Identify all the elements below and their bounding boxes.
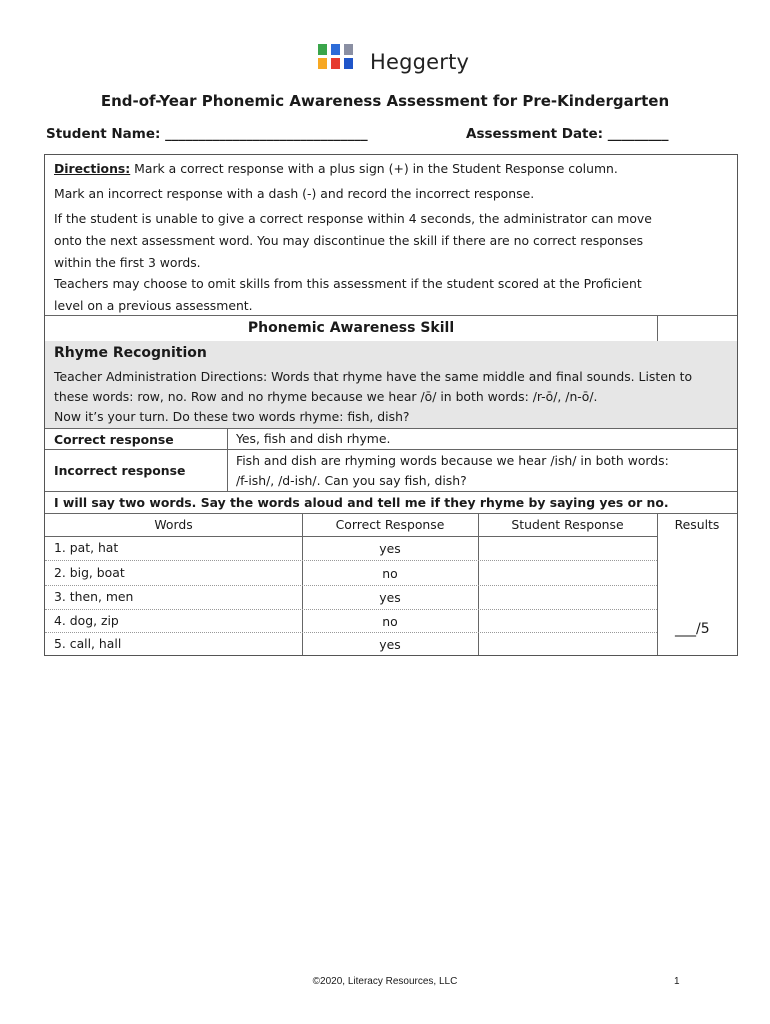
table-row-4-correct: no bbox=[382, 614, 398, 629]
table-row-5-student-response[interactable] bbox=[479, 633, 657, 655]
logo-square-darkblue bbox=[344, 58, 353, 69]
logo-square-red bbox=[331, 58, 340, 69]
correct-response-label: Correct response bbox=[54, 432, 174, 447]
table-row-1-words: 1. pat, hat bbox=[54, 540, 119, 555]
table-row-3-student-response[interactable] bbox=[479, 586, 657, 609]
table-row-3-words: 3. then, men bbox=[54, 589, 134, 604]
results-score[interactable] bbox=[675, 621, 710, 637]
footer-copyright: ©2020, Literacy Resources, LLC bbox=[312, 976, 458, 987]
table-row-2-student-response[interactable] bbox=[479, 561, 657, 585]
table-row-2-correct: no bbox=[382, 566, 398, 581]
incorrect-response-text-1: Fish and dish are rhyming words because we hear /ish/ in both words: bbox=[236, 453, 669, 468]
directions-line-5: within the first 3 words. bbox=[54, 255, 201, 270]
skill-title: Rhyme Recognition bbox=[54, 345, 207, 361]
directions-line-6: Teachers may choose to omit skills from this assessment if the student scored at the Proficient bbox=[54, 276, 642, 291]
student-prompt: I will say two words. Say the words aloud and tell me if they rhyme by saying yes or no. bbox=[54, 495, 669, 510]
header-student-response: Student Response bbox=[511, 517, 624, 532]
teacher-directions-line-2: these words: row, no. Row and no rhyme because we hear /ō/ in both words: /r-ō/, /n-ō/. bbox=[54, 389, 598, 404]
table-row-5-correct: yes bbox=[379, 637, 401, 652]
header-words: Words bbox=[154, 517, 193, 532]
directions-line-2: Mark an incorrect response with a dash (-) and record the incorrect response. bbox=[54, 186, 535, 201]
header-correct-response: Correct Response bbox=[335, 517, 445, 532]
assessment-date-field[interactable]: Assessment Date: _________ bbox=[466, 126, 669, 142]
directions-text: Mark a correct response with a plus sign (+) in the Student Response column. bbox=[130, 161, 618, 176]
directions-label: Directions: bbox=[54, 161, 131, 176]
page-title: End-of-Year Phonemic Awareness Assessment for Pre-Kindergarten bbox=[100, 92, 670, 110]
header-results: Results bbox=[674, 517, 720, 532]
table-row-3-correct: yes bbox=[379, 590, 401, 605]
directions-line-1 bbox=[54, 161, 618, 176]
table-row-1-student-response[interactable] bbox=[479, 537, 657, 560]
teacher-directions-line-3: Now it’s your turn. Do these two words rhyme: fish, dish? bbox=[54, 409, 410, 424]
incorrect-response-label: Incorrect response bbox=[54, 463, 186, 478]
table-row-4-words: 4. dog, zip bbox=[54, 613, 119, 628]
table-row-4-student-response[interactable] bbox=[479, 610, 657, 632]
page-number: 1 bbox=[674, 976, 680, 987]
results-blank[interactable]: ___ bbox=[675, 621, 696, 637]
directions-line-7: level on a previous assessment. bbox=[54, 298, 253, 313]
skill-column-header: Phonemic Awareness Skill bbox=[247, 320, 455, 336]
logo-square-orange bbox=[318, 58, 327, 69]
logo-square-blue bbox=[331, 44, 340, 55]
directions-line-3: If the student is unable to give a correct response within 4 seconds, the administrator can move bbox=[54, 211, 652, 226]
student-name-field[interactable]: Student Name: ______________________________ bbox=[46, 126, 368, 142]
table-row-5-words: 5. call, hall bbox=[54, 636, 122, 651]
logo-square-green bbox=[318, 44, 327, 55]
teacher-directions-line-1: Teacher Administration Directions: Words that rhyme have the same middle and final sounds. Listen to bbox=[54, 369, 693, 384]
logo-brand-name: Heggerty bbox=[370, 50, 470, 74]
logo-square-grey bbox=[344, 44, 353, 55]
table-row-2-words: 2. big, boat bbox=[54, 565, 125, 580]
incorrect-response-text-2: /f-ish/, /d-ish/. Can you say fish, dish? bbox=[236, 473, 467, 488]
results-total: /5 bbox=[696, 621, 710, 637]
correct-response-text: Yes, fish and dish rhyme. bbox=[236, 431, 391, 446]
directions-line-4: onto the next assessment word. You may discontinue the skill if there are no correct responses bbox=[54, 233, 644, 248]
table-row-1-correct: yes bbox=[379, 541, 401, 556]
assessment-form bbox=[44, 154, 738, 656]
